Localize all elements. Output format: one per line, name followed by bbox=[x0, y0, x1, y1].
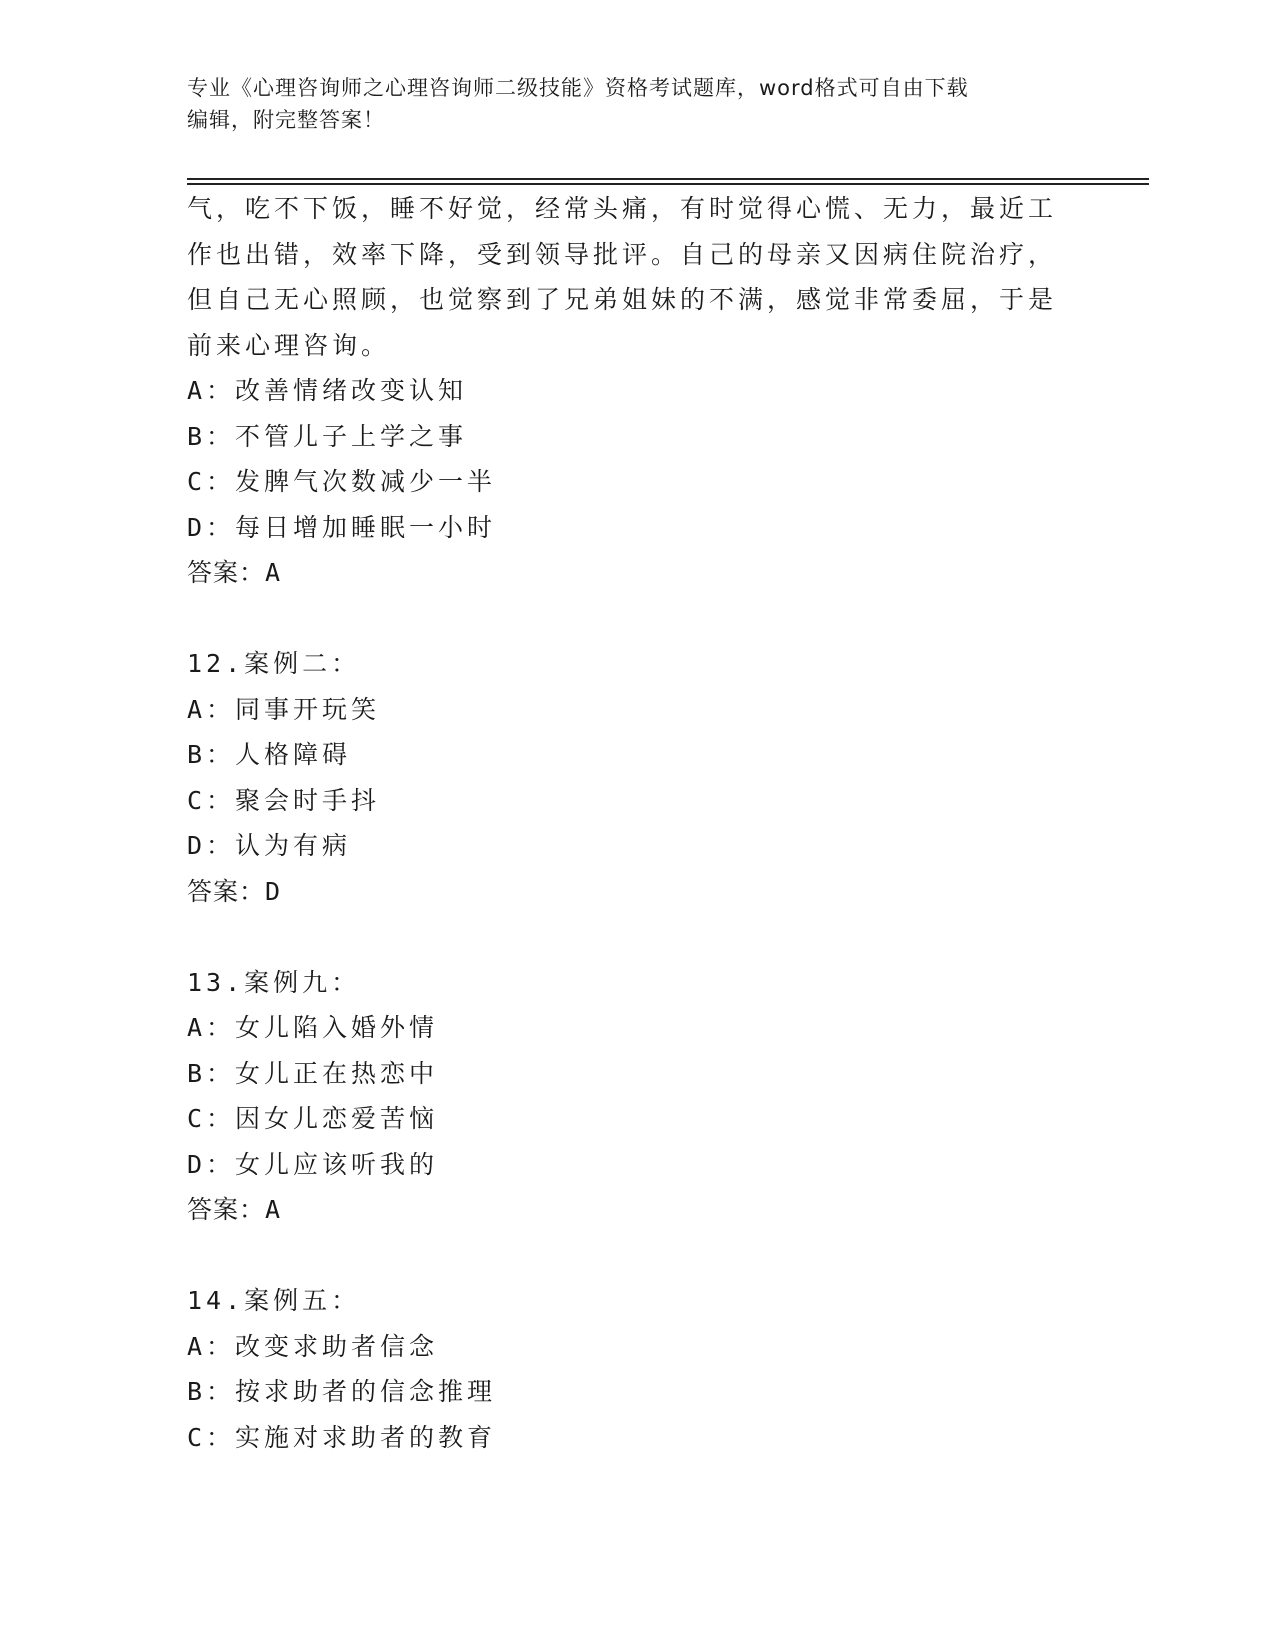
header-line-1: 专业《心理咨询师之心理咨询师二级技能》资格考试题库，word格式可自由下载 bbox=[187, 76, 969, 100]
option-d: D：女儿应该听我的 bbox=[187, 1149, 439, 1179]
option-d: D：每日增加睡眠一小时 bbox=[187, 512, 497, 542]
answer-value: D bbox=[265, 876, 282, 906]
option-c: C：实施对求助者的教育 bbox=[187, 1422, 497, 1452]
answer-value: A bbox=[265, 1195, 282, 1224]
answer-label: 答案： bbox=[187, 1195, 266, 1224]
answer-label: 答案： bbox=[187, 876, 266, 906]
answer-line bbox=[187, 1187, 1087, 1233]
header-line-2: 编辑，附完整答案！ bbox=[187, 108, 385, 132]
option-b: B：不管儿子上学之事 bbox=[187, 421, 468, 451]
answer-line bbox=[187, 550, 1087, 596]
question-14 bbox=[187, 1278, 1087, 1460]
option-a: A：改善情绪改变认知 bbox=[187, 376, 468, 405]
answer-line bbox=[187, 869, 1087, 915]
question-title: 12.案例二： bbox=[187, 649, 361, 678]
document-header bbox=[187, 72, 1087, 136]
question-text-line: 气，吃不下饭，睡不好觉，经常头痛，有时觉得心慌、无力，最近工 bbox=[187, 194, 1058, 223]
header-divider-top bbox=[187, 178, 1149, 180]
option-b: B：人格障碍 bbox=[187, 740, 352, 769]
option-a: A：女儿陷入婚外情 bbox=[187, 1013, 439, 1042]
option-d: D：认为有病 bbox=[187, 831, 352, 860]
header-divider-bottom bbox=[187, 183, 1149, 185]
question-11-continuation bbox=[187, 186, 1087, 596]
option-b: B：按求助者的信念推理 bbox=[187, 1377, 497, 1406]
option-c: C：发脾气次数减少一半 bbox=[187, 467, 497, 496]
option-c: C：因女儿恋爱苦恼 bbox=[187, 1104, 439, 1133]
option-a: A：同事开玩笑 bbox=[187, 694, 381, 724]
question-body bbox=[187, 186, 1087, 1460]
question-13 bbox=[187, 960, 1087, 1233]
option-c: C：聚会时手抖 bbox=[187, 785, 381, 815]
answer-label: 答案： bbox=[187, 558, 266, 587]
question-12 bbox=[187, 641, 1087, 914]
question-title: 14.案例五： bbox=[187, 1286, 361, 1315]
question-text-line: 作也出错，效率下降，受到领导批评。自己的母亲又因病住院治疗， bbox=[187, 239, 1058, 269]
question-text-line: 前来心理咨询。 bbox=[187, 330, 391, 360]
option-a: A：改变求助者信念 bbox=[187, 1331, 439, 1361]
answer-value: A bbox=[265, 558, 282, 587]
question-title: 13.案例九： bbox=[187, 967, 361, 997]
option-b: B：女儿正在热恋中 bbox=[187, 1058, 439, 1088]
question-text-line: 但自己无心照顾，也觉察到了兄弟姐妹的不满，感觉非常委屈，于是 bbox=[187, 285, 1058, 314]
